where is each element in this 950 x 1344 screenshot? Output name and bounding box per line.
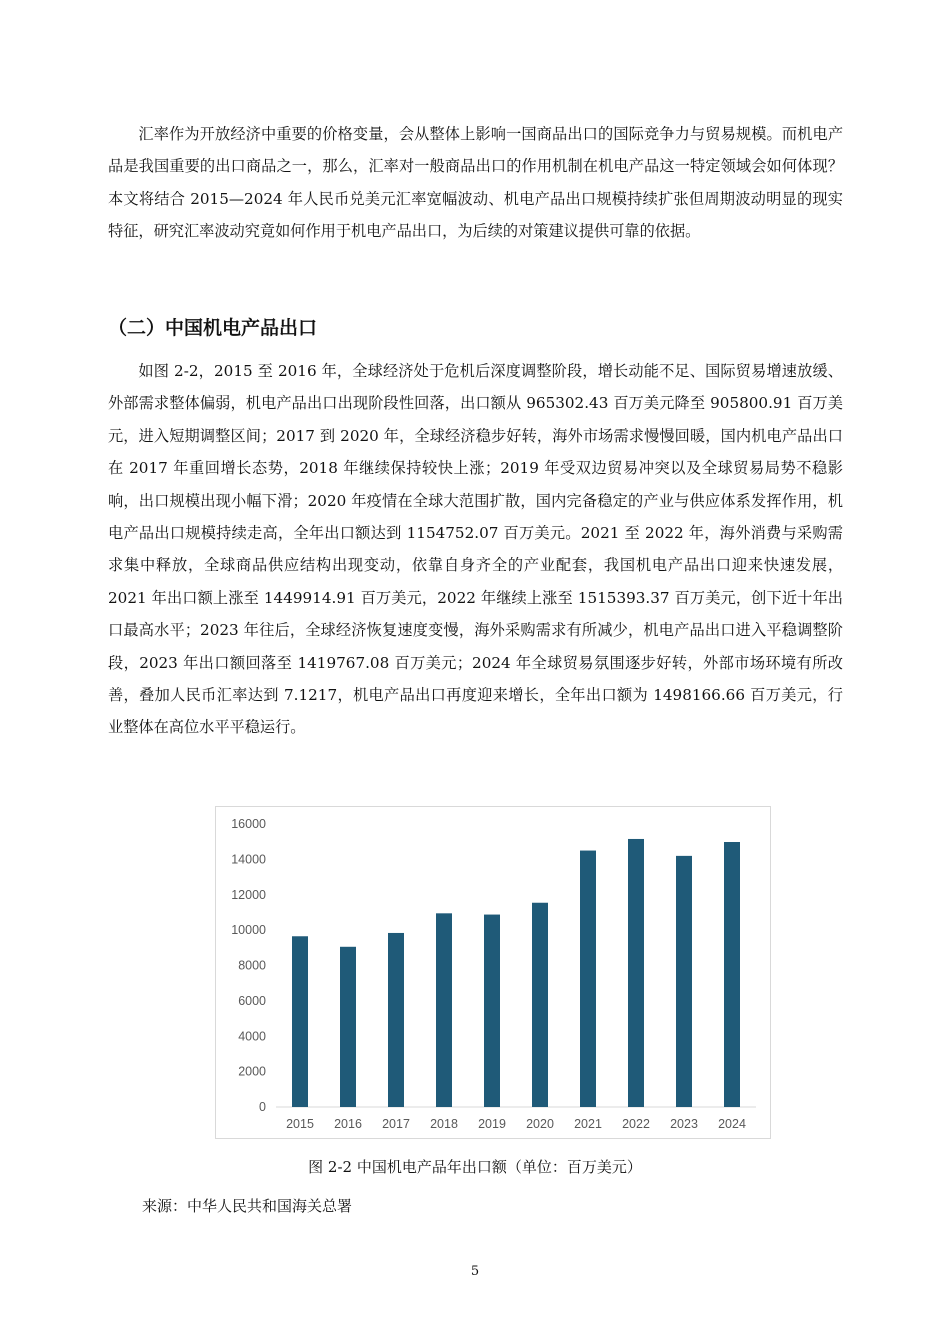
x-tick-label: 2021: [574, 1117, 602, 1131]
page-number: 5: [470, 1264, 480, 1279]
y-tick-label: 2000: [238, 1064, 266, 1079]
y-tick-label: 4000: [238, 1029, 266, 1044]
bar-2016: [340, 947, 356, 1107]
x-tick-label: 2017: [382, 1117, 410, 1131]
x-tick-label: 2019: [478, 1117, 506, 1131]
chart-canvas: [216, 807, 770, 1138]
section-heading: （二）中国机电产品出口: [108, 317, 318, 339]
bar-2015: [292, 936, 308, 1107]
x-tick-label: 2018: [430, 1117, 458, 1131]
y-tick-label: 12000: [231, 887, 266, 902]
x-tick-label: 2023: [670, 1117, 698, 1131]
x-tick-label: 2022: [622, 1117, 650, 1131]
body-paragraph-1: 汇率作为开放经济中重要的价格变量，会从整体上影响一国商品出口的国际竞争力与贸易规模。而机电产品是我国重要的出口商品之一，那么，汇率对一般商品出口的作用机制在机电产品这一特定领域会如何体现？本文将结合 2015—2024 年人民币兑美元汇率宽幅波动、机电产品出口规模持续扩张但周期波动明显的现实特征，研究汇率波动究竟如何作用于机电产品出口，为后续的对策建议提供可靠的依据。: [108, 125, 843, 241]
x-tick-label: 2024: [718, 1117, 746, 1131]
y-tick-label: 6000: [238, 993, 266, 1008]
bar-2021: [580, 851, 596, 1107]
x-tick-label: 2016: [334, 1117, 362, 1131]
bar-2023: [676, 856, 692, 1107]
figure-caption: 图 2-2 中国机电产品年出口额（单位：百万美元）: [308, 1158, 642, 1176]
bar-2020: [532, 903, 548, 1107]
export-bar-chart: [215, 806, 771, 1139]
x-tick-label: 2015: [286, 1117, 314, 1131]
x-tick-label: 2020: [526, 1117, 554, 1131]
y-tick-label: 0: [259, 1100, 266, 1114]
y-tick-label: 16000: [231, 817, 266, 831]
y-tick-label: 8000: [238, 958, 266, 973]
y-tick-label: 10000: [231, 923, 266, 938]
bar-2018: [436, 913, 452, 1107]
bar-2022: [628, 839, 644, 1107]
source-note: 来源：中华人民共和国海关总署: [142, 1197, 353, 1215]
bar-2019: [484, 915, 500, 1107]
bar-2017: [388, 933, 404, 1107]
bar-2024: [724, 842, 740, 1107]
body-paragraph-2: 如图 2-2，2015 至 2016 年，全球经济处于危机后深度调整阶段，增长动能不足、国际贸易增速放缓、外部需求整体偏弱，机电产品出口出现阶段性回落，出口额从 965302.43 百万美元降至 905800.91 百万美元，进入短期调整区间；2017 到 2020 年，全球经济稳步好转，海外市场需求慢慢回暖，国内机电产品出口在 2017 年重回增长态势，2018 年继续保持较快上涨；2019 年受双边贸易冲突以及全球贸易局势不稳影响，出口规模出现小幅下滑；2020 年疫情在全球大范围扩散，国内完备稳定的产业与供应体系发挥作用，机电产品出口规模持续走高，全年出口额达到 1154752.07 百万美元。2021 至 2022 年，海外消费与采购需求集中释放，全球商品供应结构出现变动，依靠自身齐全的产业配套，我国机电产品出口迎来快速发展，2021 年出口额上涨至 1449914.91 百万美元，2022 年继续上涨至 1515393.37 百万美元，创下近十年出口最高水平；2023 年往后，全球经济恢复速度变慢，海外采购需求有所减少，机电产品出口进入平稳调整阶段，2023 年出口额回落至 1419767.08 百万美元；2024 年全球贸易氛围逐步好转，外部市场环境有所改善，叠加人民币汇率达到 7.1217，机电产品出口再度迎来增长，全年出口额为 1498166.66 百万美元，行业整体在高位水平平稳运行。: [108, 362, 843, 737]
y-tick-label: 14000: [231, 852, 266, 867]
